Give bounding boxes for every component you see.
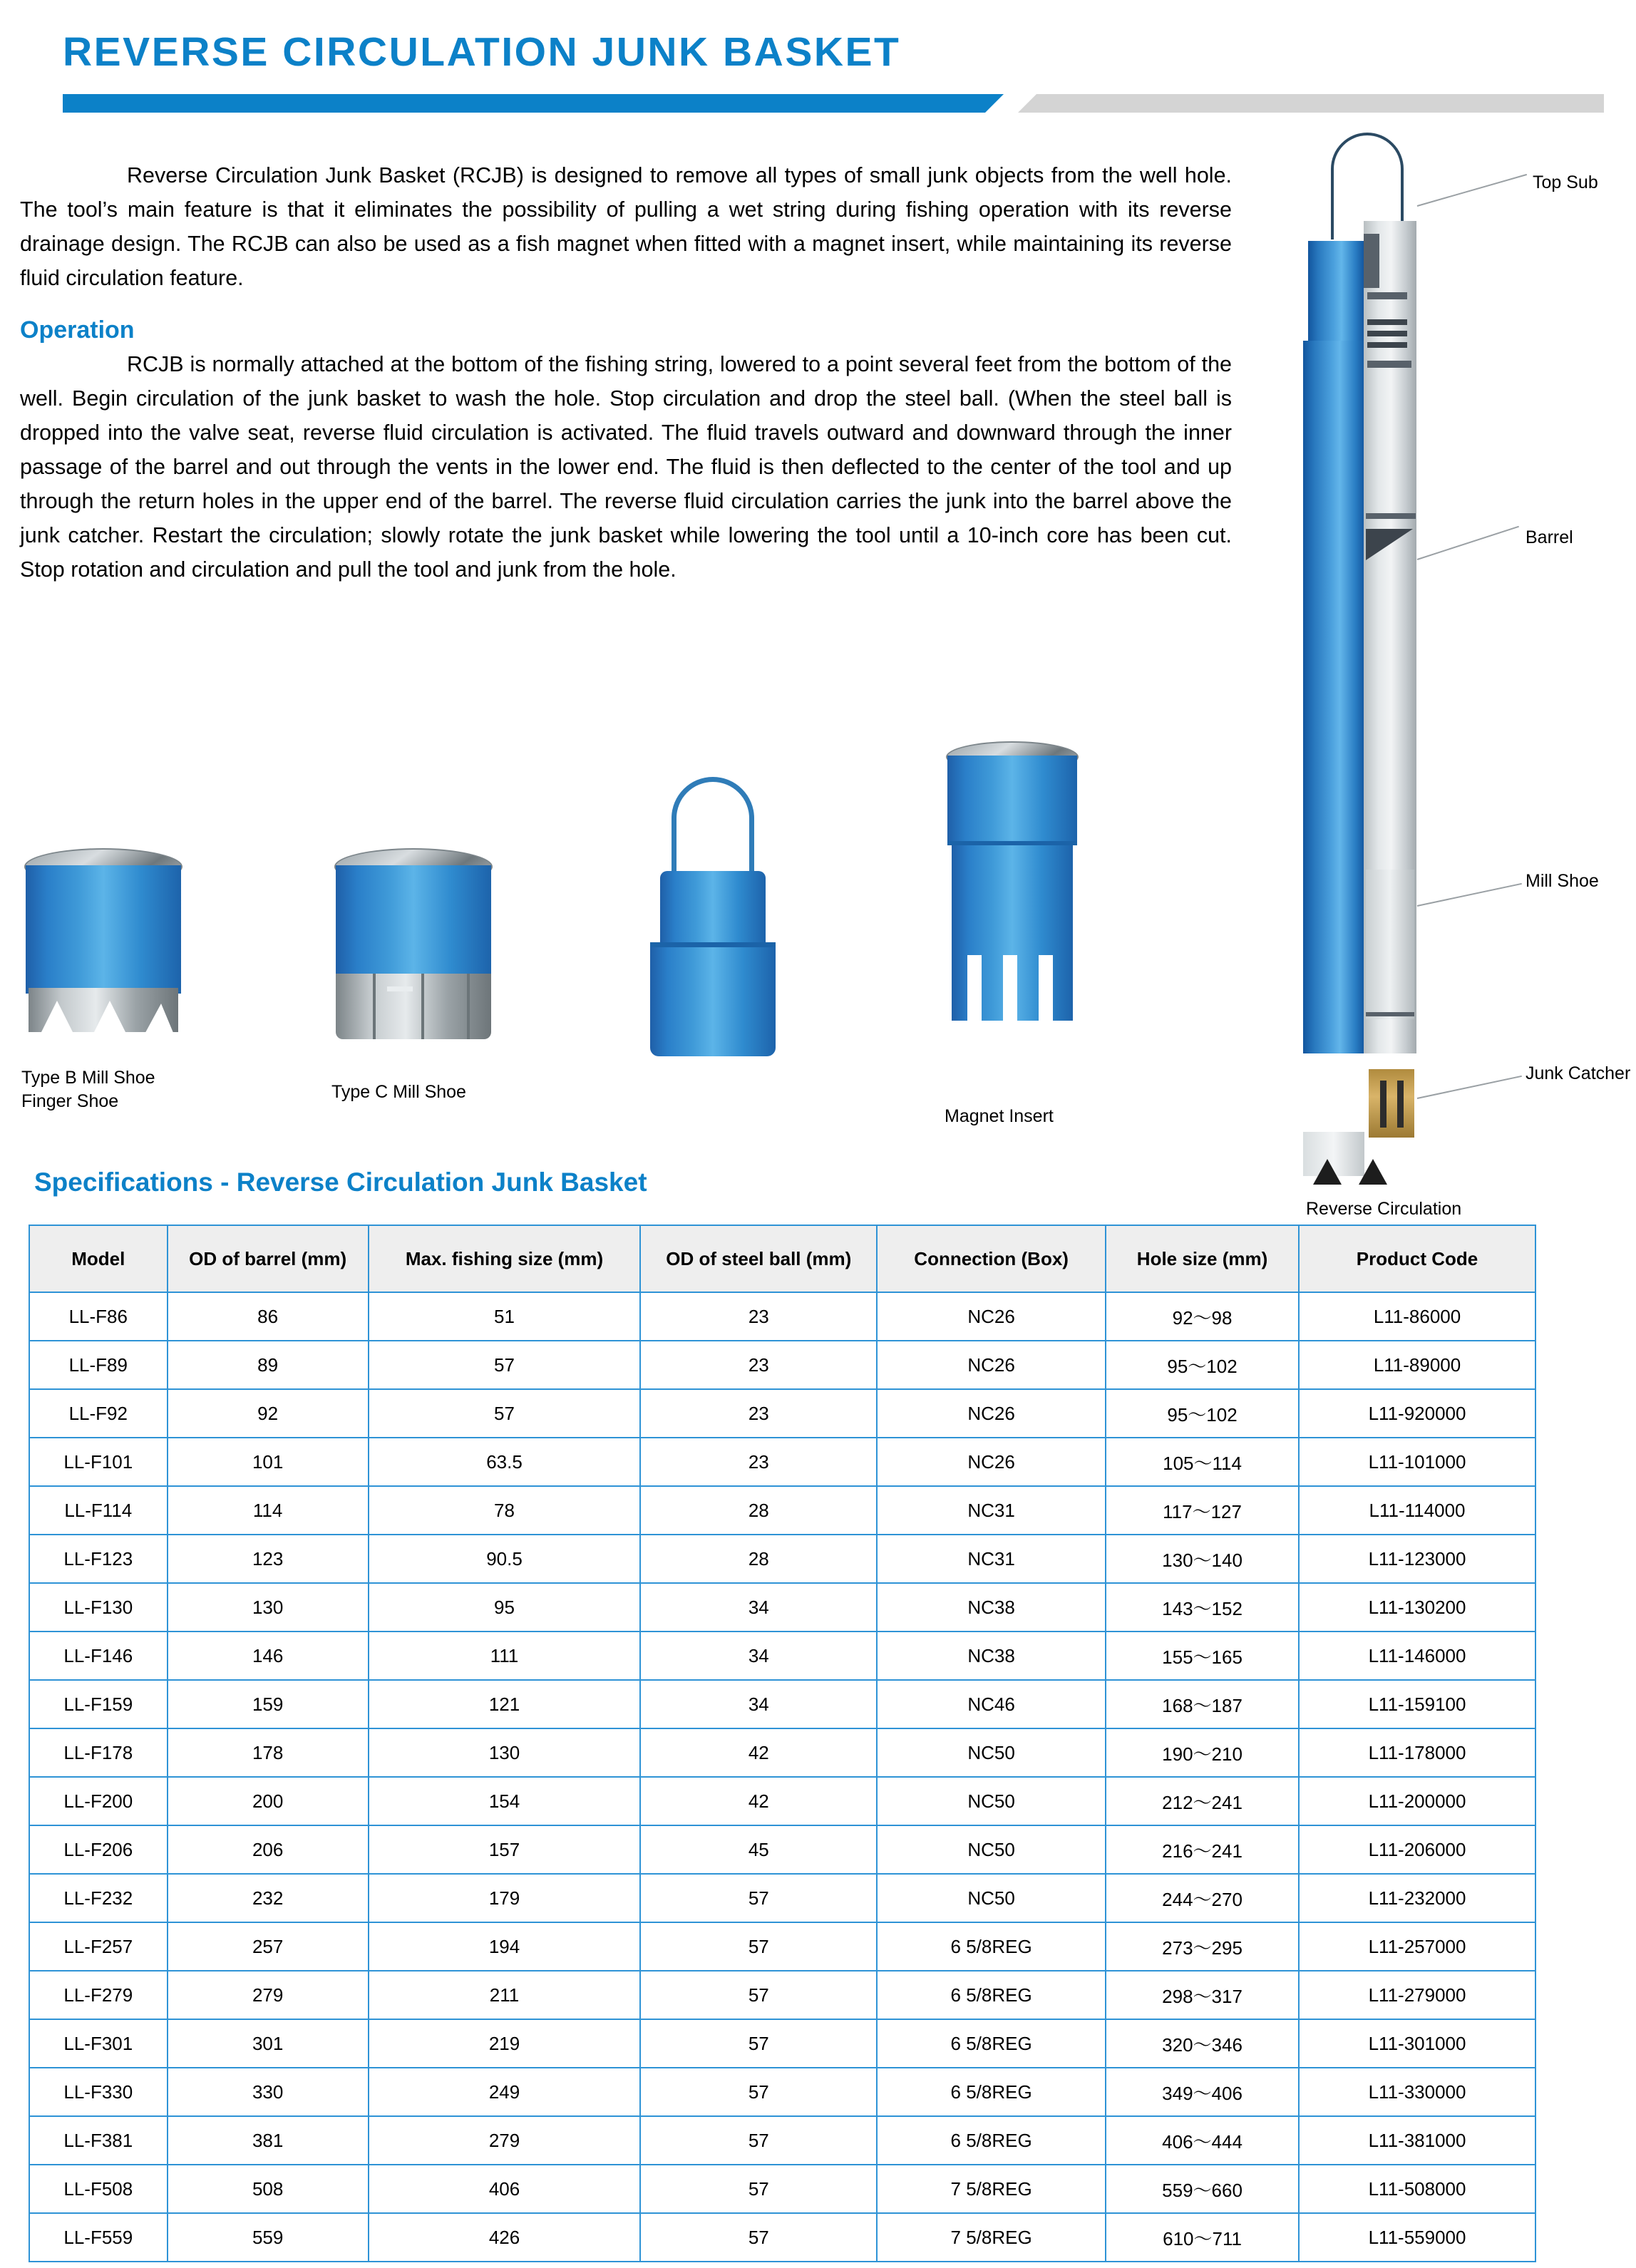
- cell-od-steel-ball: 23: [640, 1389, 877, 1438]
- specifications-table-body: [29, 1292, 1535, 2262]
- cell-product-code: L11-86000: [1299, 1292, 1535, 1341]
- column-header-od-barrel: OD of barrel (mm): [168, 1225, 369, 1292]
- cell-hole-size: 95～102: [1106, 1341, 1299, 1389]
- cell-od-steel-ball: 34: [640, 1632, 877, 1680]
- specs-heading: Specifications - Reverse Circulation Junk Basket: [34, 1167, 647, 1197]
- cell-product-code: L11-279000: [1299, 1971, 1535, 2019]
- tool-shoulder-line: [650, 942, 776, 947]
- cell-connection: NC26: [877, 1292, 1106, 1341]
- cell-product-code: L11-114000: [1299, 1486, 1535, 1535]
- cell-od-barrel: 123: [168, 1535, 369, 1583]
- column-header-hole-size: Hole size (mm): [1106, 1225, 1299, 1292]
- operation-heading: Operation: [20, 316, 135, 344]
- cell-model: LL-F178: [29, 1728, 168, 1777]
- cell-hole-size: 105～114: [1106, 1438, 1299, 1486]
- cell-connection: NC50: [877, 1825, 1106, 1874]
- cell-max-fishing-size: 130: [369, 1728, 641, 1777]
- cell-od-steel-ball: 57: [640, 2116, 877, 2165]
- cell-model: LL-F123: [29, 1535, 168, 1583]
- assembly-diagram: [1240, 128, 1636, 1219]
- cell-od-steel-ball: 28: [640, 1486, 877, 1535]
- cell-max-fishing-size: 57: [369, 1341, 641, 1389]
- cell-hole-size: 273～295: [1106, 1922, 1299, 1971]
- cell-model: LL-F279: [29, 1971, 168, 2019]
- cell-model: LL-F159: [29, 1680, 168, 1728]
- assembly-shoe-teeth-icon: [1303, 1148, 1417, 1185]
- photo-caption-line1: Magnet Insert: [945, 1106, 1054, 1126]
- table-header-row: [29, 1225, 1535, 1292]
- cell-model: LL-F232: [29, 1874, 168, 1922]
- leader-line-top-sub: [1417, 174, 1527, 207]
- table-row: [29, 1922, 1535, 1971]
- cell-od-barrel: 508: [168, 2165, 369, 2213]
- cell-connection: 7 5/8REG: [877, 2213, 1106, 2262]
- table-row: [29, 1971, 1535, 2019]
- table-row: [29, 1486, 1535, 1535]
- cell-connection: 7 5/8REG: [877, 2165, 1106, 2213]
- table-row: [29, 1341, 1535, 1389]
- assembly-mill-shoe-section: [1366, 870, 1414, 1019]
- cell-max-fishing-size: 249: [369, 2068, 641, 2116]
- cell-max-fishing-size: 157: [369, 1825, 641, 1874]
- cell-max-fishing-size: 63.5: [369, 1438, 641, 1486]
- cell-od-barrel: 330: [168, 2068, 369, 2116]
- cell-connection: 6 5/8REG: [877, 2019, 1106, 2068]
- column-header-product-code: Product Code: [1299, 1225, 1535, 1292]
- cell-connection: NC26: [877, 1438, 1106, 1486]
- column-header-od-steel-ball: OD of steel ball (mm): [640, 1225, 877, 1292]
- table-row: [29, 2165, 1535, 2213]
- cell-max-fishing-size: 121: [369, 1680, 641, 1728]
- assembly-shoulder-2: [1367, 361, 1411, 368]
- cell-max-fishing-size: 194: [369, 1922, 641, 1971]
- assembly-mandrel-stem: [1364, 234, 1379, 288]
- cell-od-steel-ball: 57: [640, 1874, 877, 1922]
- cell-hole-size: 244～270: [1106, 1874, 1299, 1922]
- assembly-junk-catcher: [1369, 1069, 1414, 1138]
- table-row: [29, 1728, 1535, 1777]
- cell-hole-size: 143～152: [1106, 1583, 1299, 1632]
- cell-od-steel-ball: 23: [640, 1341, 877, 1389]
- photo-caption-line1: Type B Mill Shoe: [21, 1068, 155, 1088]
- assembly-label-junk-catcher: Junk Catcher: [1526, 1063, 1631, 1083]
- type-b-mill-shoe-image: [21, 848, 192, 1034]
- product-photo-type-c-mill-shoe: [331, 848, 545, 1104]
- assembly-label-top-sub: Top Sub: [1533, 172, 1598, 192]
- table-row: [29, 1292, 1535, 1341]
- cell-product-code: L11-123000: [1299, 1535, 1535, 1583]
- cell-model: LL-F301: [29, 2019, 168, 2068]
- finger-shoe-teeth-icon: [29, 988, 178, 1038]
- photo-caption-line1: Type C Mill Shoe: [331, 1082, 466, 1102]
- cell-model: LL-F206: [29, 1825, 168, 1874]
- cell-od-barrel: 232: [168, 1874, 369, 1922]
- cell-model: LL-F330: [29, 2068, 168, 2116]
- cell-od-barrel: 178: [168, 1728, 369, 1777]
- cell-od-barrel: 146: [168, 1632, 369, 1680]
- mill-shoe-slot-group: [336, 974, 491, 1039]
- cell-od-barrel: 559: [168, 2213, 369, 2262]
- cell-hole-size: 349～406: [1106, 2068, 1299, 2116]
- leader-line-junk-catcher: [1417, 1076, 1522, 1099]
- cell-product-code: L11-159100: [1299, 1680, 1535, 1728]
- product-photo-type-b-mill-shoe: [21, 848, 228, 1113]
- cell-max-fishing-size: 426: [369, 2213, 641, 2262]
- cell-od-barrel: 159: [168, 1680, 369, 1728]
- cell-od-barrel: 206: [168, 1825, 369, 1874]
- assembly-shoulder-1: [1367, 292, 1407, 299]
- header-rule-blue: [63, 94, 1004, 113]
- table-row: [29, 2116, 1535, 2165]
- cell-connection: 6 5/8REG: [877, 2068, 1106, 2116]
- type-c-mill-shoe-image: [331, 848, 503, 1041]
- cell-model: LL-F130: [29, 1583, 168, 1632]
- assembly-mill-shoe-line: [1366, 1012, 1414, 1016]
- cell-od-steel-ball: 34: [640, 1680, 877, 1728]
- cell-od-barrel: 114: [168, 1486, 369, 1535]
- cell-hole-size: 130～140: [1106, 1535, 1299, 1583]
- cell-hole-size: 559～660: [1106, 2165, 1299, 2213]
- junk-catcher-finger-1: [1380, 1081, 1387, 1128]
- junk-catcher-finger-2: [1397, 1081, 1404, 1128]
- cell-product-code: L11-206000: [1299, 1825, 1535, 1874]
- cell-od-steel-ball: 57: [640, 1922, 877, 1971]
- cell-product-code: L11-89000: [1299, 1341, 1535, 1389]
- cell-max-fishing-size: 211: [369, 1971, 641, 2019]
- cell-connection: NC50: [877, 1874, 1106, 1922]
- insert-shoulder-line: [947, 841, 1077, 845]
- table-row: [29, 1680, 1535, 1728]
- table-row: [29, 1632, 1535, 1680]
- table-row: [29, 1389, 1535, 1438]
- cell-product-code: L11-330000: [1299, 2068, 1535, 2116]
- page-title: REVERSE CIRCULATION JUNK BASKET: [63, 29, 901, 75]
- table-row: [29, 1874, 1535, 1922]
- cell-max-fishing-size: 95: [369, 1583, 641, 1632]
- table-row: [29, 2213, 1535, 2262]
- bail-tool-image: [634, 777, 791, 1062]
- cell-hole-size: 168～187: [1106, 1680, 1299, 1728]
- assembly-shoulder-3: [1366, 513, 1416, 519]
- cell-model: LL-F114: [29, 1486, 168, 1535]
- cell-max-fishing-size: 111: [369, 1632, 641, 1680]
- cell-connection: 6 5/8REG: [877, 1922, 1106, 1971]
- operation-paragraph: RCJB is normally attached at the bottom of the fishing string, lowered to a point several feet from the bottom of the well. Begin circulation of the junk basket to wash the hole. Stop circulation and drop the steel ball. (When the steel ball is dropped into the valve seat, reverse fluid circulation is activated. The fluid travels outward and downward through the inner passage of the barrel and out through the vents in the lower end. The fluid is then deflected to the center of the tool and up through the return holes in the upper end of the barrel. The reverse fluid circulation carries the junk into the barrel above the junk catcher. Restart the circulation; slowly rotate the junk basket while lowering the tool until a 10-inch core has been cut. Stop rotation and circulation and pull the tool and junk from the hole.: [20, 352, 1232, 582]
- cell-product-code: L11-146000: [1299, 1632, 1535, 1680]
- cell-model: LL-F381: [29, 2116, 168, 2165]
- leader-line-barrel: [1417, 526, 1519, 560]
- cell-od-steel-ball: 23: [640, 1292, 877, 1341]
- cell-connection: 6 5/8REG: [877, 2116, 1106, 2165]
- cell-product-code: L11-200000: [1299, 1777, 1535, 1825]
- assembly-label-barrel: Barrel: [1526, 527, 1573, 547]
- cell-model: LL-F89: [29, 1341, 168, 1389]
- assembly-thread-band-2: [1367, 331, 1407, 336]
- cell-od-steel-ball: 57: [640, 2068, 877, 2116]
- magnet-insert-image: [945, 741, 1087, 1034]
- page-header: [0, 0, 1636, 125]
- cell-od-barrel: 200: [168, 1777, 369, 1825]
- tool-lower-body: [650, 945, 776, 1056]
- cell-model: LL-F86: [29, 1292, 168, 1341]
- cell-product-code: L11-301000: [1299, 2019, 1535, 2068]
- cell-od-steel-ball: 42: [640, 1728, 877, 1777]
- cell-model: LL-F200: [29, 1777, 168, 1825]
- table-row: [29, 1777, 1535, 1825]
- cell-connection: NC31: [877, 1535, 1106, 1583]
- cell-max-fishing-size: 279: [369, 2116, 641, 2165]
- cell-connection: NC50: [877, 1728, 1106, 1777]
- bail-handle-icon: [672, 777, 754, 884]
- cell-product-code: L11-508000: [1299, 2165, 1535, 2213]
- insert-finger-slot-group: [952, 955, 1073, 1021]
- cell-hole-size: 216～241: [1106, 1825, 1299, 1874]
- cell-od-barrel: 86: [168, 1292, 369, 1341]
- cell-model: LL-F92: [29, 1389, 168, 1438]
- cell-model: LL-F257: [29, 1922, 168, 1971]
- cell-connection: NC50: [877, 1777, 1106, 1825]
- cell-product-code: L11-101000: [1299, 1438, 1535, 1486]
- cell-model: LL-F146: [29, 1632, 168, 1680]
- intro-paragraph: Reverse Circulation Junk Basket (RCJB) is designed to remove all types of small junk objects from the well hole. The tool’s main feature is that it eliminates the possibility of pulling a wet string during fishing operation with its reverse drainage design. The RCJB can also be used as a fish magnet when fitted with a magnet insert, while maintaining its reverse fluid circulation feature.: [20, 163, 1232, 290]
- table-row: [29, 1825, 1535, 1874]
- cell-od-steel-ball: 34: [640, 1583, 877, 1632]
- cell-product-code: L11-232000: [1299, 1874, 1535, 1922]
- cell-product-code: L11-178000: [1299, 1728, 1535, 1777]
- cell-hole-size: 212～241: [1106, 1777, 1299, 1825]
- product-photo-row: [0, 720, 1276, 1126]
- cell-hole-size: 190～210: [1106, 1728, 1299, 1777]
- cell-connection: 6 5/8REG: [877, 1971, 1106, 2019]
- cell-max-fishing-size: 51: [369, 1292, 641, 1341]
- cell-hole-size: 92～98: [1106, 1292, 1299, 1341]
- cell-od-steel-ball: 23: [640, 1438, 877, 1486]
- cell-max-fishing-size: 57: [369, 1389, 641, 1438]
- product-photo-bail-tool: [634, 777, 848, 1062]
- cell-od-steel-ball: 28: [640, 1535, 877, 1583]
- table-row: [29, 2019, 1535, 2068]
- cell-hole-size: 320～346: [1106, 2019, 1299, 2068]
- cell-model: LL-F559: [29, 2213, 168, 2262]
- cell-od-steel-ball: 45: [640, 1825, 877, 1874]
- assembly-barrel-blue: [1303, 341, 1364, 1053]
- assembly-caption-line1: Reverse Circulation: [1306, 1199, 1462, 1219]
- cell-connection: NC31: [877, 1486, 1106, 1535]
- cell-hole-size: 610～711: [1106, 2213, 1299, 2262]
- cell-max-fishing-size: 154: [369, 1777, 641, 1825]
- insert-upper-body: [947, 756, 1077, 845]
- specifications-table: [29, 1225, 1536, 2262]
- cell-max-fishing-size: 179: [369, 1874, 641, 1922]
- assembly-valve-seat-icon: [1366, 529, 1417, 562]
- table-row: [29, 2068, 1535, 2116]
- cell-max-fishing-size: 219: [369, 2019, 641, 2068]
- header-rule-gray: [1018, 94, 1604, 113]
- cell-connection: NC26: [877, 1389, 1106, 1438]
- cell-hole-size: 406～444: [1106, 2116, 1299, 2165]
- cell-connection: NC38: [877, 1632, 1106, 1680]
- photo-caption-line2: Finger Shoe: [21, 1091, 119, 1111]
- barrel-blue-body: [336, 865, 491, 979]
- cell-max-fishing-size: 406: [369, 2165, 641, 2213]
- cell-hole-size: 155～165: [1106, 1632, 1299, 1680]
- cell-od-steel-ball: 57: [640, 1971, 877, 2019]
- barrel-blue-body: [26, 865, 181, 994]
- cell-product-code: L11-257000: [1299, 1922, 1535, 1971]
- column-header-connection: Connection (Box): [877, 1225, 1106, 1292]
- column-header-model: Model: [29, 1225, 168, 1292]
- table-row: [29, 1438, 1535, 1486]
- cell-od-barrel: 89: [168, 1341, 369, 1389]
- assembly-top-sub-blue: [1308, 241, 1364, 341]
- cell-product-code: L11-130200: [1299, 1583, 1535, 1632]
- table-row: [29, 1535, 1535, 1583]
- cell-hole-size: 298～317: [1106, 1971, 1299, 2019]
- cell-od-barrel: 130: [168, 1583, 369, 1632]
- cell-connection: NC26: [877, 1341, 1106, 1389]
- cell-max-fishing-size: 78: [369, 1486, 641, 1535]
- cell-product-code: L11-559000: [1299, 2213, 1535, 2262]
- cell-hole-size: 95～102: [1106, 1389, 1299, 1438]
- assembly-thread-band-1: [1367, 319, 1407, 325]
- cell-od-barrel: 101: [168, 1438, 369, 1486]
- body-copy: [20, 158, 1232, 587]
- cell-model: LL-F508: [29, 2165, 168, 2213]
- cell-connection: NC46: [877, 1680, 1106, 1728]
- assembly-label-mill-shoe: Mill Shoe: [1526, 871, 1599, 891]
- assembly-thread-band-3: [1367, 342, 1407, 348]
- cell-connection: NC38: [877, 1583, 1106, 1632]
- cell-product-code: L11-920000: [1299, 1389, 1535, 1438]
- tool-upper-body: [660, 871, 766, 949]
- cell-product-code: L11-381000: [1299, 2116, 1535, 2165]
- cell-hole-size: 117～127: [1106, 1486, 1299, 1535]
- header-rule: [0, 94, 1636, 113]
- cell-od-steel-ball: 57: [640, 2213, 877, 2262]
- product-photo-magnet-insert: [945, 741, 1158, 1128]
- cell-od-barrel: 257: [168, 1922, 369, 1971]
- cell-model: LL-F101: [29, 1438, 168, 1486]
- table-row: [29, 1583, 1535, 1632]
- leader-line-mill-shoe: [1417, 883, 1522, 907]
- cell-od-steel-ball: 57: [640, 2165, 877, 2213]
- cell-od-steel-ball: 42: [640, 1777, 877, 1825]
- cell-od-barrel: 301: [168, 2019, 369, 2068]
- cell-od-barrel: 92: [168, 1389, 369, 1438]
- cell-max-fishing-size: 90.5: [369, 1535, 641, 1583]
- cell-od-barrel: 279: [168, 1971, 369, 2019]
- column-header-max-fishing-size: Max. fishing size (mm): [369, 1225, 641, 1292]
- cell-od-steel-ball: 57: [640, 2019, 877, 2068]
- cell-od-barrel: 381: [168, 2116, 369, 2165]
